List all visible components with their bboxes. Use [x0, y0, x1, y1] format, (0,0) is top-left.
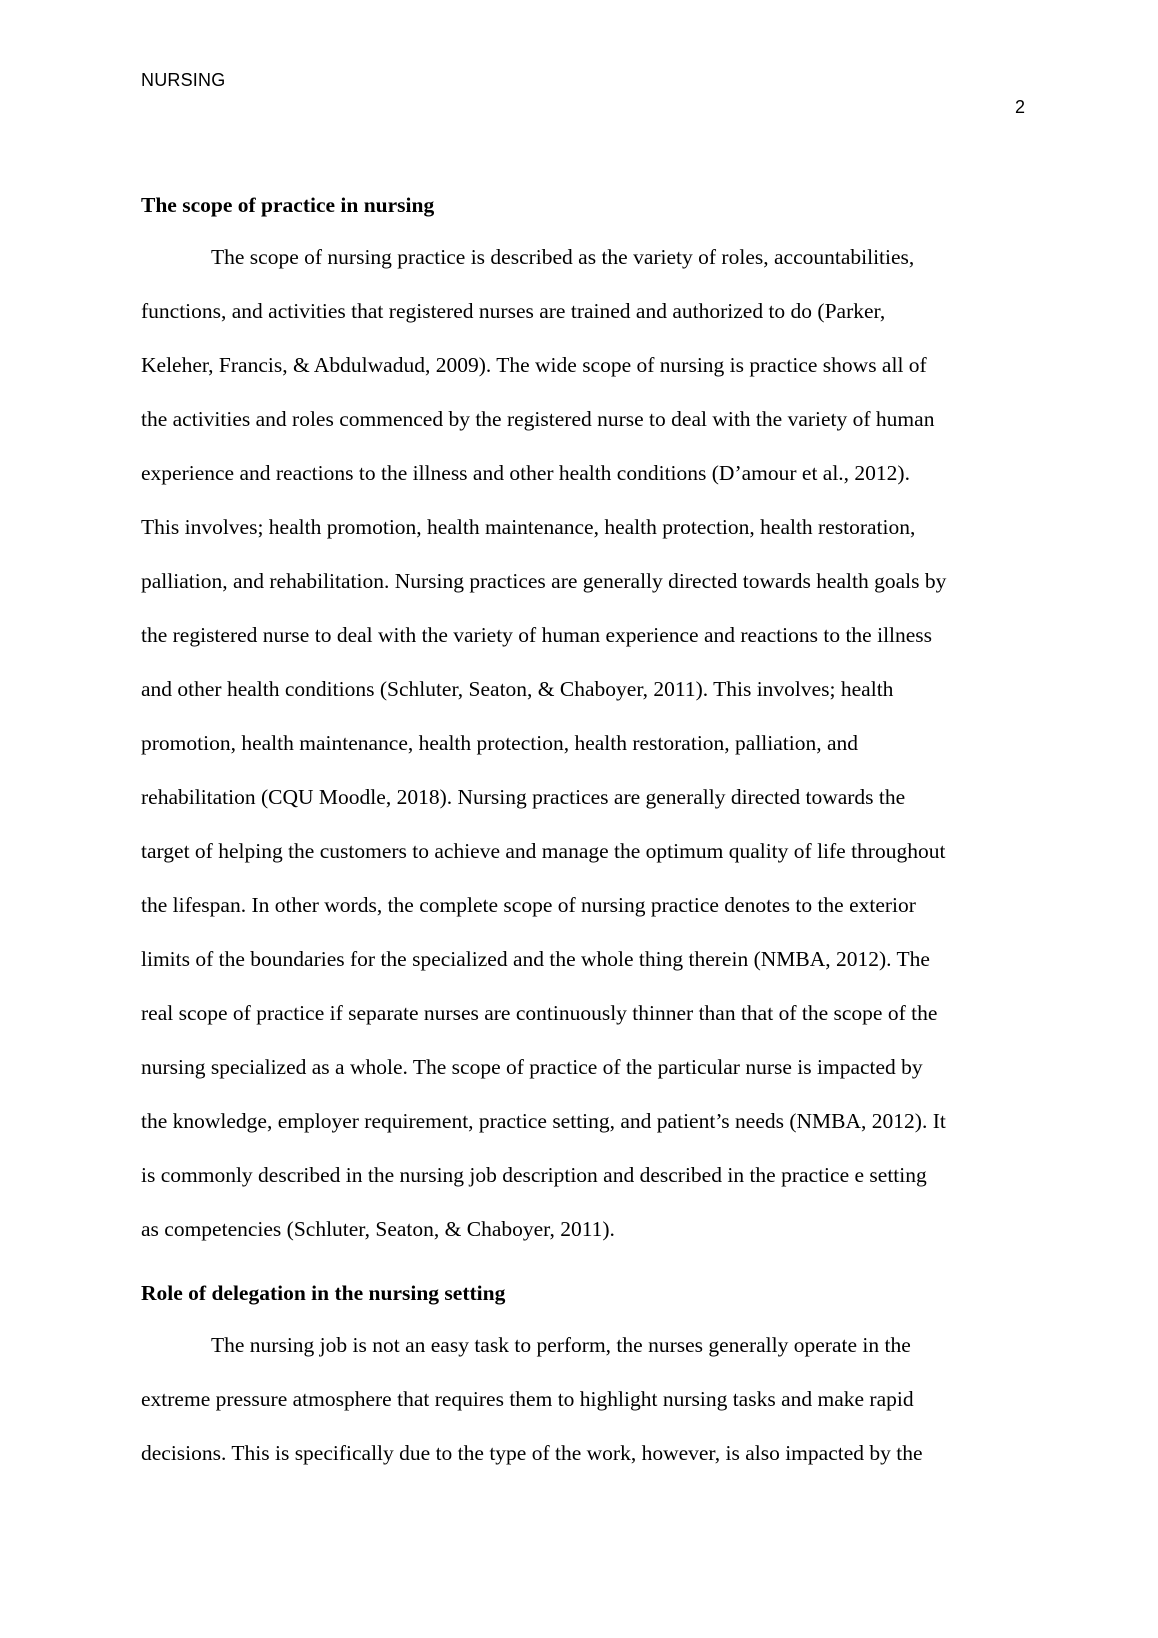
section-scope-of-practice: [141, 190, 1025, 1256]
text-line: and other health conditions (Schluter, Seaton, & Chaboyer, 2011). This involves; health: [141, 677, 894, 701]
text-line: extreme pressure atmosphere that requires them to highlight nursing tasks and make rapid: [141, 1387, 914, 1411]
text-line: Keleher, Francis, & Abdulwadud, 2009). The wide scope of nursing is practice shows all of: [141, 353, 927, 377]
text-line: The nursing job is not an easy task to perform, the nurses generally operate in the: [211, 1333, 911, 1357]
text-line: is commonly described in the nursing job description and described in the practice e setting: [141, 1163, 927, 1187]
section-role-of-delegation: [141, 1278, 1025, 1480]
text-line: the registered nurse to deal with the variety of human experience and reactions to the illness: [141, 623, 933, 647]
text-line: limits of the boundaries for the specialized and the whole thing therein (NMBA, 2012). The: [141, 947, 930, 971]
text-line: target of helping the customers to achieve and manage the optimum quality of life throughout: [141, 839, 946, 863]
text-line: the knowledge, employer requirement, practice setting, and patient’s needs (NMBA, 2012). It: [141, 1109, 946, 1133]
text-line: the activities and roles commenced by the registered nurse to deal with the variety of human: [141, 407, 935, 431]
section-heading: Role of delegation in the nursing setting: [141, 1281, 506, 1305]
text-line: rehabilitation (CQU Moodle, 2018). Nursing practices are generally directed towards the: [141, 785, 906, 809]
text-line: The scope of nursing practice is described as the variety of roles, accountabilities,: [211, 245, 915, 269]
text-line: experience and reactions to the illness and other health conditions (D’amour et al., 2012).: [141, 461, 910, 485]
text-line: the lifespan. In other words, the complete scope of nursing practice denotes to the exterior: [141, 893, 916, 917]
page-number: 2: [1014, 97, 1025, 117]
paragraph: [141, 230, 1025, 1256]
running-head: NURSING: [141, 70, 226, 90]
document-body: [141, 190, 1025, 1480]
text-line: decisions. This is specifically due to the type of the work, however, is also impacted by the: [141, 1441, 923, 1465]
text-line: functions, and activities that registered nurses are trained and authorized to do (Parker,: [141, 299, 886, 323]
text-line: real scope of practice if separate nurses are continuously thinner than that of the scope of the: [141, 1001, 938, 1025]
text-line: nursing specialized as a whole. The scope of practice of the particular nurse is impacted by: [141, 1055, 923, 1079]
text-line: promotion, health maintenance, health protection, health restoration, palliation, and: [141, 731, 859, 755]
text-line: as competencies (Schluter, Seaton, & Chaboyer, 2011).: [141, 1217, 615, 1241]
section-heading: The scope of practice in nursing: [141, 193, 435, 217]
text-line: This involves; health promotion, health maintenance, health protection, health restoration,: [141, 515, 916, 539]
text-line: palliation, and rehabilitation. Nursing practices are generally directed towards health goals by: [141, 569, 947, 593]
paragraph: [141, 1318, 1025, 1480]
